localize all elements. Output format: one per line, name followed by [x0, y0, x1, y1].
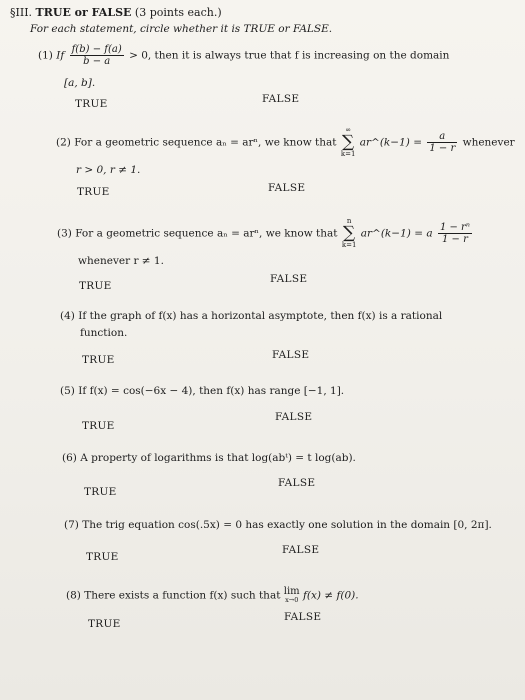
- false-option-1[interactable]: FALSE: [262, 93, 300, 105]
- true-option-8[interactable]: TRUE: [88, 618, 121, 630]
- question-8: (8) There exists a function f(x) such that lim x→0 f(x) ≠ f(0).: [66, 586, 359, 604]
- question-4: (4) If the graph of f(x) has a horizontal asymptote, then f(x) is a rational: [60, 310, 443, 322]
- question-2: (2) For a geometric sequence aₙ = arⁿ, we know that ∞ ∑ k=1 ar^(k−1) = $\frac{a}{1 - r}$ whenever: [56, 126, 515, 158]
- true-option-5[interactable]: TRUE: [82, 420, 115, 432]
- false-option-2[interactable]: FALSE: [268, 182, 306, 194]
- true-option-2[interactable]: TRUE: [77, 186, 110, 198]
- false-option-6[interactable]: FALSE: [278, 477, 316, 489]
- section-number: §III.: [10, 6, 33, 19]
- summation-symbol: ∞ ∑ k=1: [340, 126, 356, 158]
- false-option-4[interactable]: FALSE: [272, 349, 310, 361]
- question-1-continued: [a, b].: [64, 77, 96, 89]
- question-4-continued: function.: [80, 327, 128, 339]
- points-note: (3 points each.): [134, 6, 222, 19]
- question-3: (3) For a geometric sequence aₙ = arⁿ, we know that n ∑ k=1 ar^(k−1) = a $\frac{\text{1 − rⁿ}}{1 - r}$: [57, 217, 470, 249]
- question-5: (5) If f(x) = cos(−6x − 4), then f(x) has range [−1, 1].: [60, 385, 345, 397]
- false-option-3[interactable]: FALSE: [270, 273, 308, 285]
- section-title: [10, 6, 222, 19]
- true-option-7[interactable]: TRUE: [86, 551, 119, 563]
- true-option-4[interactable]: TRUE: [82, 354, 115, 366]
- false-option-8[interactable]: FALSE: [284, 611, 322, 623]
- true-option-3[interactable]: TRUE: [79, 280, 112, 292]
- section-heading: TRUE or FALSE: [35, 6, 132, 19]
- false-option-7[interactable]: FALSE: [282, 544, 320, 556]
- true-option-6[interactable]: TRUE: [84, 486, 117, 498]
- fraction: $\frac{a}{1 - r}$: [429, 131, 456, 154]
- question-7: (7) The trig equation cos(.5x) = 0 has exactly one solution in the domain [0, 2π].: [64, 519, 492, 531]
- fraction: $\frac{f(b) - f(a)}{b - a}$: [71, 44, 122, 67]
- true-option-1[interactable]: TRUE: [75, 98, 108, 110]
- question-6: (6) A property of logarithms is that log(abᵗ) = t log(ab).: [62, 452, 356, 464]
- summation-symbol: n ∑ k=1: [341, 217, 357, 249]
- limit-notation: lim x→0: [283, 586, 300, 604]
- fraction: $\frac{\text{1 − rⁿ}}{1 - r}$: [439, 222, 470, 245]
- question-3-continued: whenever r ≠ 1.: [78, 255, 164, 267]
- instructions: For each statement, circle whether it is TRUE or FALSE.: [30, 23, 333, 35]
- question-2-continued: r > 0, r ≠ 1.: [76, 164, 141, 176]
- false-option-5[interactable]: FALSE: [275, 411, 313, 423]
- question-1: (1) If $\frac{f(b) - f(a)}{b - a}$ > 0, then it is always true that f is increasing on the domain: [38, 44, 450, 67]
